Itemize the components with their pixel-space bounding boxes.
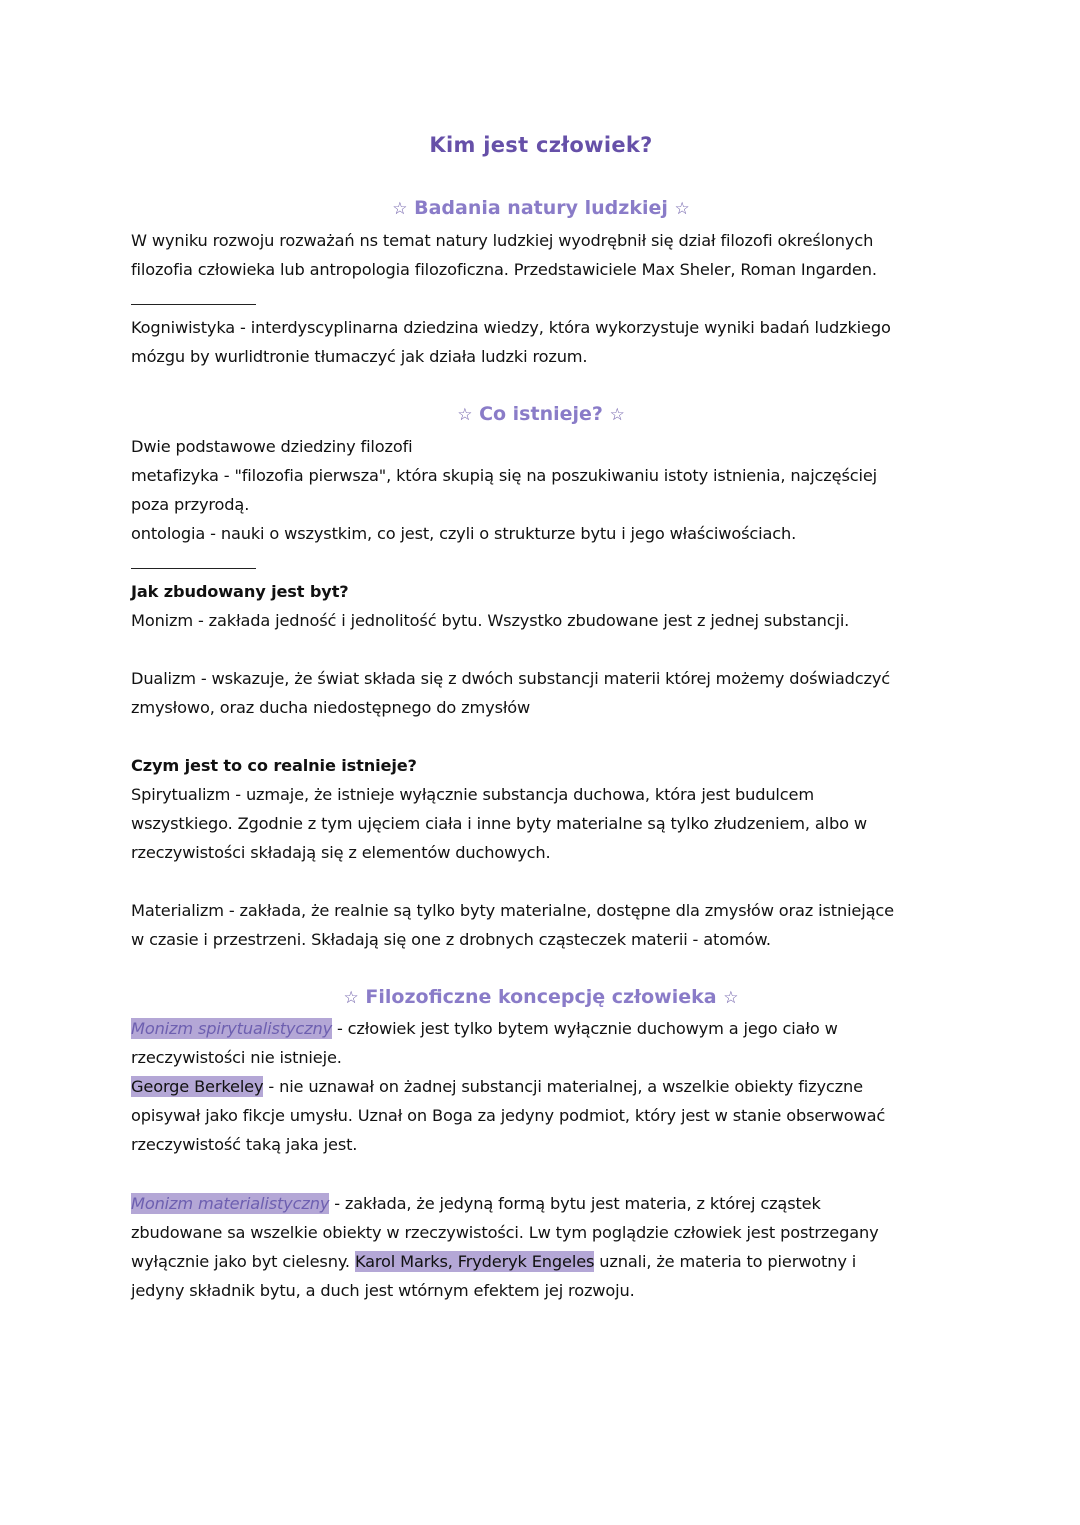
star-icon: ☆ [392, 199, 408, 219]
paragraph-line: rzeczywistość taką jaka jest. [131, 1135, 358, 1154]
highlighted-term: Monizm materialistyczny [131, 1194, 330, 1213]
divider [131, 568, 256, 569]
page-title: Kim jest człowiek? [429, 133, 653, 157]
paragraph-line: opisywał jako fikcje umysłu. Uznał on Boga za jedyny podmiot, który jest w stanie obserwować [131, 1106, 886, 1125]
divider [131, 304, 256, 305]
paragraph-line: W wyniku rozwoju rozważań ns temat natury ludzkiej wyodrębnił się dział filozofi określonych [131, 231, 874, 250]
subheading-czym-jest: Czym jest to co realnie istnieje? [131, 756, 417, 775]
paragraph-line: rzeczywistości nie istnieje. [131, 1048, 342, 1067]
paragraph-line: ontologia - nauki o wszystkim, co jest, czyli o strukturze bytu i jego właściwościach. [131, 524, 797, 543]
paragraph-line: wszystkiego. Zgodnie z tym ujęciem ciała i inne byty materialne są tylko złudzeniem, albo w [131, 814, 867, 833]
paragraph-line: w czasie i przestrzeni. Składają się one z drobnych cząsteczek materii - atomów. [131, 930, 771, 949]
paragraph-line [131, 1014, 838, 1043]
subheading-jak-zbudowany: Jak zbudowany jest byt? [131, 582, 349, 601]
section-heading-badania [131, 197, 951, 219]
paragraph-line: filozofia człowieka lub antropologia filozoficzna. Przedstawiciele Max Sheler, Roman Ingarden. [131, 260, 877, 279]
paragraph-line: zmysłowo, oraz ducha niedostępnego do zmysłów [131, 698, 531, 717]
star-icon: ☆ [674, 199, 690, 219]
text-span: - zakłada, że jedyną formą bytu jest materia, z której cząstek [329, 1194, 821, 1213]
paragraph-line [131, 1189, 821, 1218]
paragraph-line [131, 1072, 863, 1101]
paragraph-line: metafizyka - "filozofia pierwsza", która skupią się na poszukiwaniu istoty istnienia, najczęściej [131, 466, 877, 485]
star-icon: ☆ [457, 405, 473, 425]
section-heading-co-istnieje [131, 403, 951, 425]
text-span: uznali, że materia to pierwotny i [594, 1252, 857, 1271]
highlighted-name: Karol Marks, Fryderyk Engeles [354, 1252, 595, 1271]
text-span: - nie uznawał on żadnej substancji materialnej, a wszelkie obiekty fizyczne [263, 1077, 863, 1096]
paragraph-line: Spirytualizm - uzmaje, że istnieje wyłącznie substancja duchowa, która jest budulcem [131, 785, 814, 804]
text-span: - człowiek jest tylko bytem wyłącznie duchowym a jego ciało w [332, 1019, 838, 1038]
paragraph-line: Dualizm - wskazuje, że świat składa się z dwóch substancji materii której możemy doświadczyć [131, 669, 891, 688]
paragraph-line: Kogniwistyka - interdyscyplinarna dziedzina wiedzy, która wykorzystuje wyniki badań ludzkiego [131, 318, 891, 337]
highlighted-name: George Berkeley [131, 1077, 264, 1096]
highlighted-term: Monizm spirytualistyczny [131, 1019, 332, 1038]
paragraph-line: rzeczywistości składają się z elementów duchowych. [131, 843, 551, 862]
paragraph-line: Dwie podstawowe dziedziny filozofi [131, 437, 413, 456]
section-heading-text: Co istnieje? [479, 403, 603, 425]
section-heading-koncepcje [131, 986, 951, 1008]
section-heading-text: Badania natury ludzkiej [414, 197, 668, 219]
paragraph-line: mózgu by wurlidtronie tłumaczyć jak działa ludzki rozum. [131, 347, 588, 366]
paragraph-line: jedyny składnik bytu, a duch jest wtórnym efektem jej rozwoju. [131, 1281, 635, 1300]
star-icon: ☆ [609, 405, 625, 425]
paragraph-line: zbudowane sa wszelkie obiekty w rzeczywistości. Lw tym poglądzie człowiek jest postrzegany [131, 1223, 879, 1242]
paragraph-line: poza przyrodą. [131, 495, 250, 514]
text-span: wyłącznie jako byt cielesny. [131, 1252, 355, 1271]
section-heading-text: Filozoficzne koncepcję człowieka [365, 986, 717, 1008]
star-icon: ☆ [343, 988, 359, 1008]
paragraph-line: Monizm - zakłada jedność i jednolitość bytu. Wszystko zbudowane jest z jednej substancji. [131, 611, 850, 630]
star-icon: ☆ [723, 988, 739, 1008]
paragraph-line [131, 1247, 856, 1276]
paragraph-line: Materializm - zakłada, że realnie są tylko byty materialne, dostępne dla zmysłów oraz istniejące [131, 901, 894, 920]
